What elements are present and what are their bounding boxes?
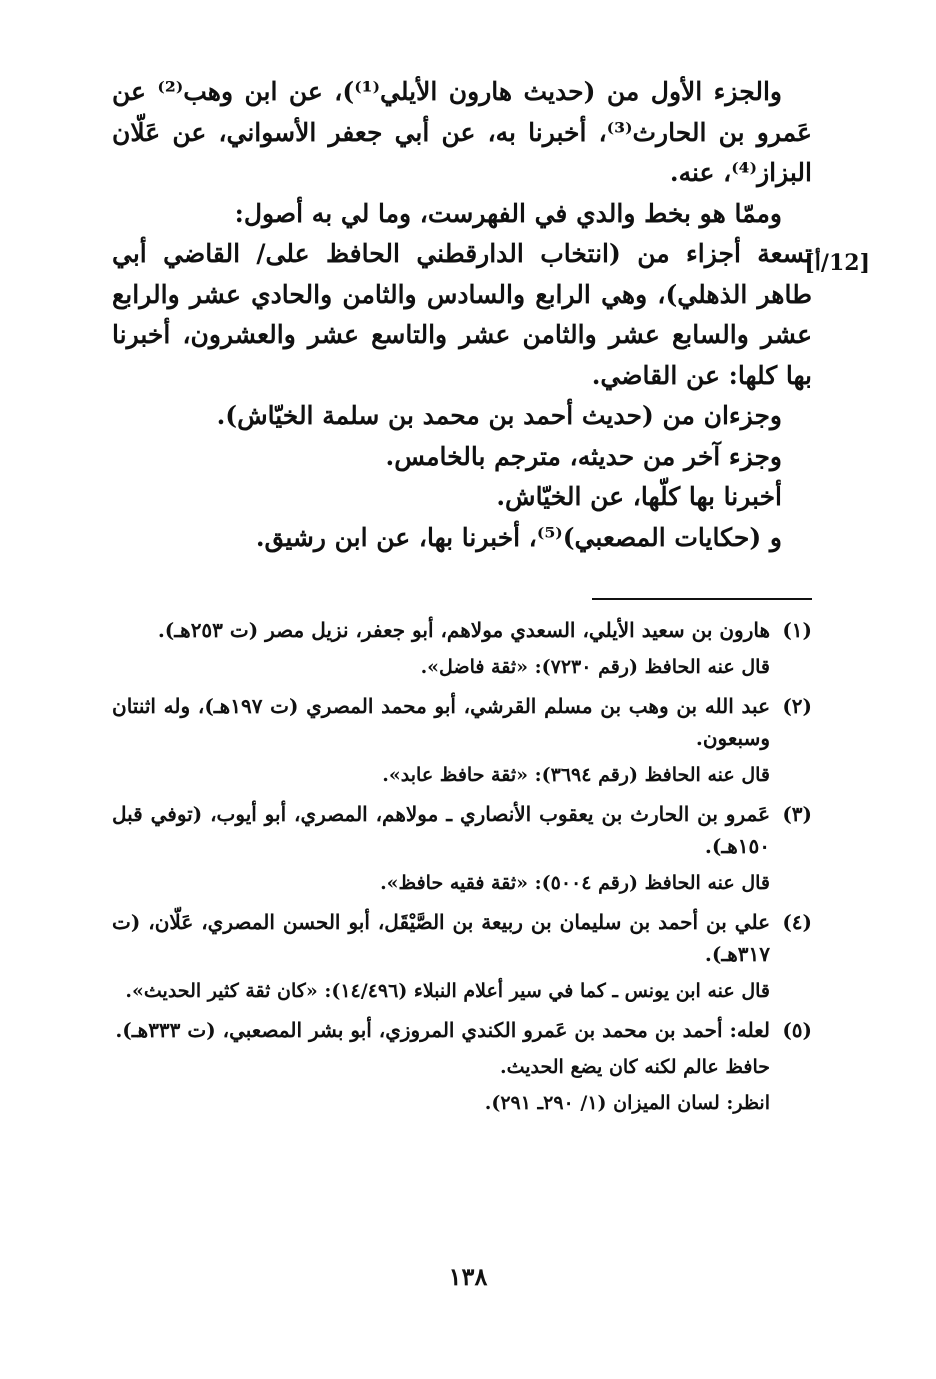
footnote-note: قال عنه الحافظ (رقم ٣٦٩٤): «ثقة حافظ عابد». (382, 764, 770, 786)
footnote-1 (112, 614, 812, 682)
page-body (112, 72, 812, 1126)
paragraph-3: تسعة أجزاء من (انتخاب الدارقطني الحافظ على/ القاضي أبي طاهر الذهلي)، وهي الرابع والسادس والثامن والحادي عشر والرابع عشر والسابع عشر والثامن عشر والتاسع عشر والعشرون، أخبرنا بها كلها: عن القاضي. (112, 239, 812, 390)
footnote-note: حافظ عالم لكنه كان يضع الحديث. (499, 1056, 770, 1078)
footnote-3 (112, 798, 812, 898)
footnote-text: لعله: أحمد بن محمد بن عَمرو الكندي المروزي، أبو بشر المصعبي، (ت ٣٣٣هـ). (115, 1018, 770, 1042)
footnote-note: قال عنه الحافظ (رقم ٧٢٣٠): «ثقة فاضل». (420, 656, 770, 678)
footnote-number: (٢) (782, 694, 812, 718)
footnote-divider (592, 598, 812, 600)
footnote-number: (٤) (782, 910, 812, 934)
footnote-note: انظر: لسان الميزان (١/ ٢٩٠ـ ٢٩١). (484, 1092, 770, 1114)
margin-reference: [12/أ] (804, 250, 870, 276)
paragraph-7: و (حكايات المصعبي)⁽⁵⁾، أخبرنا بها، عن ابن رشيق. (255, 522, 782, 552)
footnote-text: علي بن أحمد بن سليمان بن ربيعة بن الصَّيْقَل، أبو الحسن المصري، عَلّان، (ت ٣١٧هـ). (112, 910, 770, 966)
footnote-note: قال عنه ابن يونس ـ كما في سير أعلام النبلاء (١٤/٤٩٦): «كان ثقة كثير الحديث». (125, 980, 770, 1002)
footnote-number: (١) (782, 618, 812, 642)
footnotes (112, 614, 812, 1118)
footnote-5 (112, 1014, 812, 1118)
paragraph-2: وممّا هو بخط والدي في الفهرست، وما لي به أصول: (234, 198, 782, 228)
paragraph-5: وجزء آخر من حديثه، مترجم بالخامس. (385, 441, 782, 471)
footnote-note: قال عنه الحافظ (رقم ٥٠٠٤): «ثقة فقيه حافظ». (380, 872, 770, 894)
paragraph-1: والجزء الأول من (حديث هارون الأيلي⁽¹⁾)، عن ابن وهب⁽²⁾ عن عَمرو بن الحارث⁽³⁾، أخبرنا به، عن أبي جعفر الأسواني، عن عَلّان البزاز⁽⁴⁾، عنه. (112, 77, 812, 187)
footnote-number: (٣) (782, 802, 812, 826)
page-number: ١٣٨ (448, 1262, 488, 1291)
footnote-number: (٥) (782, 1018, 812, 1042)
footnote-text: عَمرو بن الحارث بن يعقوب الأنصاري ـ مولاهم، المصري، أبو أيوب، (توفي قبل ١٥٠هـ). (112, 802, 770, 858)
paragraph-4: وجزءان من (حديث أحمد بن محمد بن سلمة الخيّاش). (216, 401, 782, 430)
footnote-text: عبد الله بن وهب بن مسلم القرشي، أبو محمد المصري (ت ١٩٧هـ)، وله اثنتان وسبعون. (112, 694, 771, 750)
main-text (112, 72, 812, 558)
footnote-text: هارون بن سعيد الأيلي، السعدي مولاهم، أبو جعفر، نزيل مصر (ت ٢٥٣هـ). (157, 618, 770, 642)
footnote-2 (112, 690, 812, 790)
footnote-4 (112, 906, 812, 1006)
paragraph-6: أخبرنا بها كلّها، عن الخيّاش. (496, 482, 782, 511)
